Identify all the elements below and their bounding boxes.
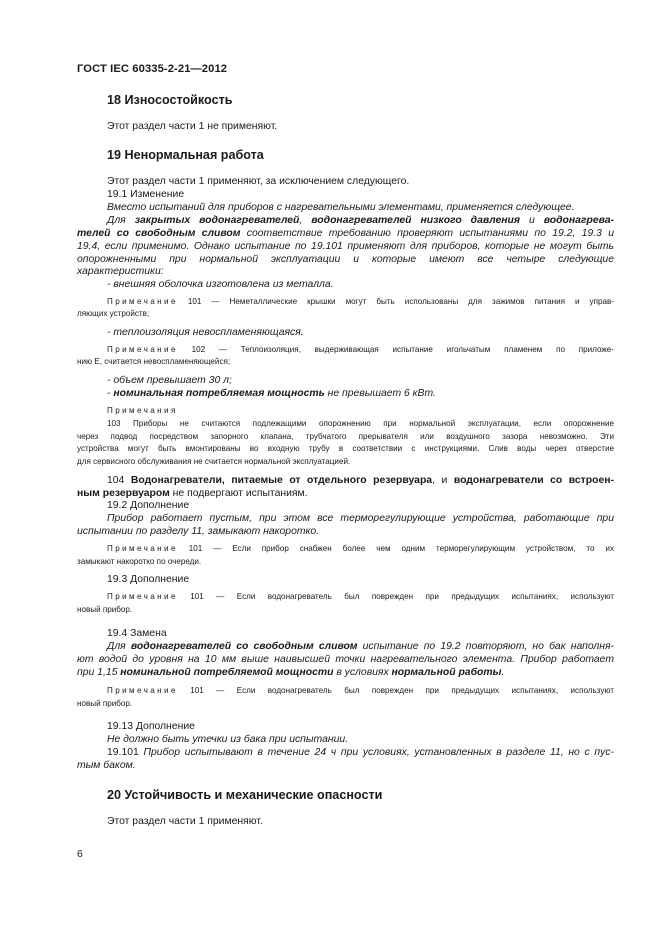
clause-19-1-line: 19.4, если применимо. Однако испытание по 19.101 применяют для приборов, которые не могут быть [77,241,614,252]
clause-19-1-line: Для закрытых водонагревателей, водонагревателей низкого давления и водонагрева- [107,215,614,226]
section-19-title: 19 Ненормальная работа [107,148,264,162]
clause-19-4-line: Для водонагревателей со свободным сливом испытание по 19.2 повторяют, но бак наполня- [107,641,614,652]
note-103-cont: через подвод посредством запорного клапана, трубчатого прерывателя или воздушного зазора невозможно. Эти [77,432,614,441]
section-20-text: Этот раздел части 1 применяют. [107,816,263,827]
clause-19-1-line: телей со свободным сливом соответствие требованию проверяют испытаниями по 19.2, 19.3 и [77,228,614,239]
page-number: 6 [77,849,83,860]
clause-19-13-line: Не должно быть утечки из бака при испытании. [107,734,349,745]
clause-19-101: 19.101 Прибор испытывают в течение 24 ч при условиях, установленных в разделе 11, но с пус- [107,747,614,758]
clause-19-4-line: при 1,15 номинальной потребляемой мощности в условиях нормальной работы. [77,667,505,678]
clause-19-1-heading: 19.1 Изменение [107,189,185,200]
clause-19-3-heading: 19.3 Дополнение [107,574,190,585]
note-102-cont: нию E, считается невоспламеняющейся; [77,357,231,366]
note-19-3: Примечание 101 — Если водонагреватель был поврежден при предыдущих испытаниях, используют [107,592,614,601]
clause-104: 104 Водонагреватели, питаемые от отдельного резервуара, и водонагреватели со встроен- [107,475,614,486]
document-header: ГОСТ IEC 60335-2-21—2012 [77,63,228,75]
clause-19-1-line: характеристики: [77,266,164,277]
note-19-4: Примечание 101 — Если водонагреватель был поврежден при предыдущих испытаниях, используют [107,686,614,695]
clause-19-1-line: Вместо испытаний для приборов с нагревательными элементами, применяется следующее. [107,202,575,213]
note-19-4-cont: новый прибор. [77,699,133,708]
list-item: - внешняя оболочка изготовлена из металла. [107,279,334,290]
clause-19-2-line: испытании по разделу 11, замыкают накоротко. [77,526,320,537]
clause-19-1-line: опорожненными при нормальной эксплуатации и которые имеют все четыре следующие [77,254,614,265]
clause-19-13-heading: 19.13 Дополнение [107,721,195,732]
note-19-3-cont: новый прибор. [77,605,133,614]
note-101: Примечание 101 — Неметаллические крышки могут быть использованы для зажимов питания и управ- [107,297,614,306]
clause-19-2-heading: 19.2 Дополнение [107,500,190,511]
clause-19-2-line: Прибор работает пустым, при этом все терморегулирующие устройства, работающие при [107,513,614,524]
note-101-cont: ляющих устройств; [77,309,150,318]
list-item: - объем превышает 30 л; [107,375,232,386]
note-19-2-cont: замыкают накоротко по очереди. [77,557,202,566]
note-102: Примечание 102 — Теплоизоляция, выдерживающая испытание игольчатым пламенем по приложе- [107,345,614,354]
note-103: 103 Приборы не считаются подлежащими опорожнению при нормальной эксплуатации, если опорожнение [107,419,614,428]
clause-19-101-cont: тым баком. [77,760,136,771]
section-19-intro: Этот раздел части 1 применяют, за исключением следующего. [107,176,410,187]
section-18-text: Этот раздел части 1 не применяют. [107,121,278,132]
note-19-2: Примечание 101 — Если прибор снабжен более чем одним терморегулирующим устройством, то их [107,544,614,553]
section-20-title: 20 Устойчивость и механические опасности [107,788,383,802]
clause-104-cont: ным резервуаром не подвергают испытаниям. [77,488,308,499]
notes-label: Примечания [107,406,178,415]
list-item: - теплоизоляция невоспламеняющаяся. [107,327,304,338]
clause-19-4-line: ют водой до уровня на 10 мм выше наивысшей точки нагревательного элемента. Прибор работает [77,654,614,665]
list-item: - номинальная потребляемая мощность не превышает 6 кВт. [107,388,436,399]
note-103-cont: устройства могут быть вмонтированы во входную трубу в соответствии с инструкциями. Слив воды через отверстие [77,444,614,453]
note-103-cont: для сервисного обслуживания не считается нормальной эксплуатацией. [77,457,351,466]
clause-19-4-heading: 19.4 Замена [107,628,167,639]
section-18-title: 18 Износостойкость [107,93,233,107]
